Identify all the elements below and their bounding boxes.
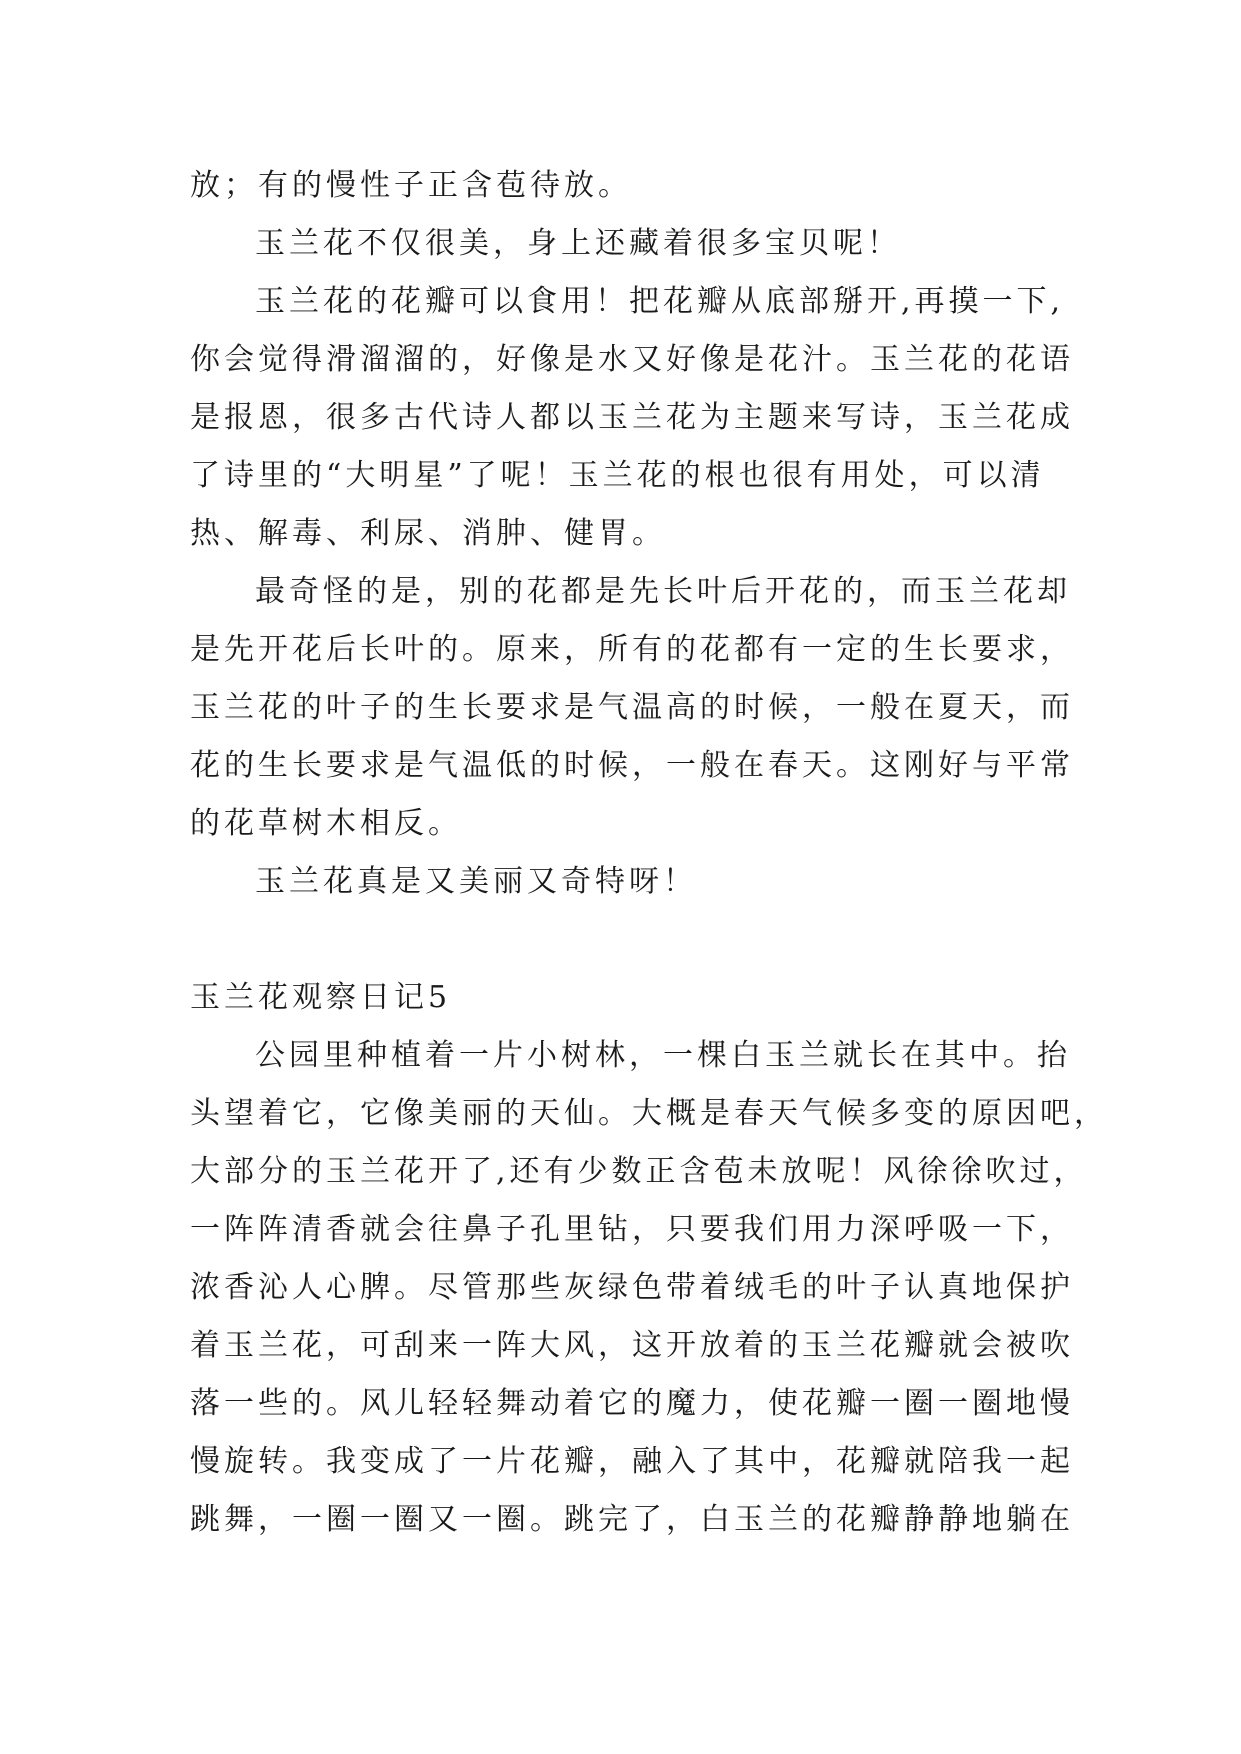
text-line: 的花草树木相反。 <box>190 806 462 841</box>
text-line: 是先开花后长叶的。原来，所有的花都有一定的生长要求， <box>190 632 1074 667</box>
text-line: 玉兰花的叶子的生长要求是气温高的时候，一般在夏天，而 <box>190 690 1074 725</box>
text-line: 落一些的。风儿轻轻舞动着它的魔力，使花瓣一圈一圈地慢 <box>190 1386 1074 1421</box>
text-line: 热、解毒、利尿、消肿、健胃。 <box>190 516 666 551</box>
text-line: 浓香沁人心脾。尽管那些灰绿色带着绒毛的叶子认真地保护 <box>190 1270 1074 1305</box>
text-line: 一阵阵清香就会往鼻子孔里钻，只要我们用力深呼吸一下， <box>190 1212 1074 1247</box>
text-line: 大部分的玉兰花开了,还有少数正含苞未放呢！风徐徐吹过， <box>190 1154 1088 1189</box>
section-title: 玉兰花观察日记5 <box>190 980 452 1015</box>
text-line: 是报恩，很多古代诗人都以玉兰花为主题来写诗，玉兰花成 <box>190 400 1074 435</box>
paragraph-line: 玉兰花的花瓣可以食用！把花瓣从底部掰开,再摸一下, <box>255 284 1065 319</box>
text-line: 花的生长要求是气温低的时候，一般在春天。这刚好与平常 <box>190 748 1074 783</box>
text-line: 头望着它，它像美丽的天仙。大概是春天气候多变的原因吧， <box>190 1096 1108 1131</box>
text-line: 慢旋转。我变成了一片花瓣，融入了其中，花瓣就陪我一起 <box>190 1444 1074 1479</box>
text-line: 放；有的慢性子正含苞待放。 <box>190 168 632 203</box>
text-line: 着玉兰花，可刮来一阵大风，这开放着的玉兰花瓣就会被吹 <box>190 1328 1074 1363</box>
text-line: 你会觉得滑溜溜的，好像是水又好像是花汁。玉兰花的花语 <box>190 342 1074 377</box>
paragraph-line: 玉兰花不仅很美，身上还藏着很多宝贝呢！ <box>255 226 901 261</box>
paragraph-line: 最奇怪的是，别的花都是先长叶后开花的，而玉兰花却 <box>255 574 1071 609</box>
paragraph-line: 玉兰花真是又美丽又奇特呀！ <box>255 864 697 899</box>
paragraph-line: 公园里种植着一片小树林，一棵白玉兰就长在其中。抬 <box>255 1038 1071 1073</box>
text-line: 跳舞，一圈一圈又一圈。跳完了，白玉兰的花瓣静静地躺在 <box>190 1502 1074 1537</box>
text-line: 了诗里的“大明星”了呢！玉兰花的根也很有用处，可以清 <box>190 458 1045 493</box>
